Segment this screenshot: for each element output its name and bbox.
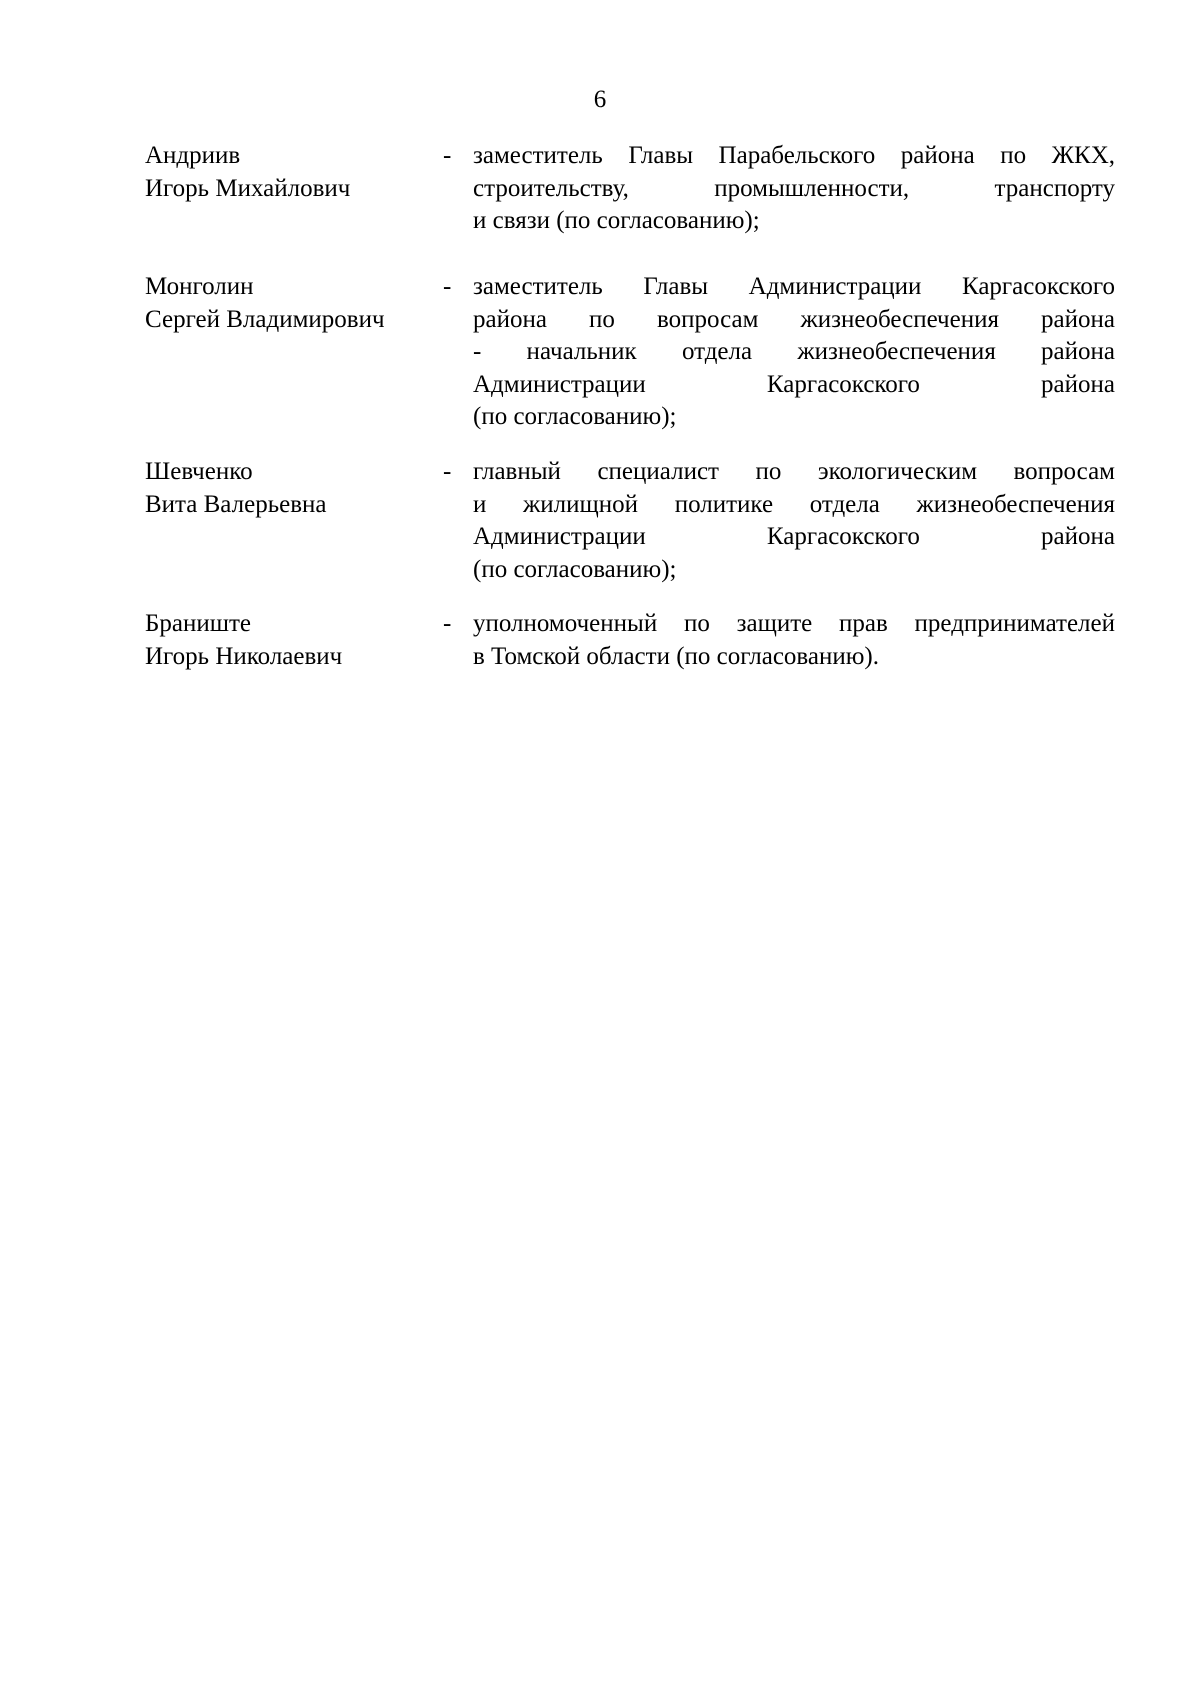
entry-dash: - (443, 458, 452, 485)
member-position (473, 608, 1115, 673)
member-name (145, 456, 435, 521)
member-surname: Андриив (145, 142, 241, 169)
member-given-names: Игорь Михайлович (145, 174, 351, 202)
position-line: заместитель Главы Парабельского района по ЖКХ, (473, 142, 1115, 169)
member-position (473, 271, 1115, 434)
position-line: - начальник отдела жизнеобеспечения района (473, 338, 1115, 365)
member-given-names: Сергей Владимирович (145, 305, 385, 333)
position-line: (по согласованию); (473, 403, 677, 430)
member-position (473, 456, 1115, 586)
member-surname: Шевченко (145, 458, 253, 485)
entry-dash: - (443, 273, 452, 300)
position-line: (по согласованию); (473, 555, 677, 583)
position-line: района по вопросам жизнеобеспечения района (473, 305, 1115, 333)
position-line: и связи (по согласованию); (473, 207, 760, 234)
member-given-names: Игорь Николаевич (145, 642, 343, 670)
member-position (473, 140, 1115, 238)
page-number: 6 (593, 86, 607, 113)
position-line: строительству, промышленности, транспорту (473, 174, 1115, 202)
member-name (145, 140, 435, 205)
position-line: Администрации Каргасокского района (473, 370, 1115, 398)
member-given-names: Вита Валерьевна (145, 490, 327, 518)
position-line: главный специалист по экологическим вопросам (473, 458, 1115, 485)
entry-dash: - (443, 142, 452, 169)
entry-dash: - (443, 610, 452, 637)
member-surname: Браниште (145, 610, 251, 637)
position-line: уполномоченный по защите прав предпринимателей (473, 610, 1115, 637)
position-line: заместитель Главы Администрации Каргасокского (473, 273, 1115, 300)
member-name (145, 608, 435, 673)
position-line: в Томской области (по согласованию). (473, 642, 879, 670)
member-surname: Монголин (145, 273, 254, 300)
member-name (145, 271, 435, 336)
position-line: и жилищной политике отдела жизнеобеспечения (473, 490, 1115, 518)
position-line: Администрации Каргасокского района (473, 523, 1115, 550)
